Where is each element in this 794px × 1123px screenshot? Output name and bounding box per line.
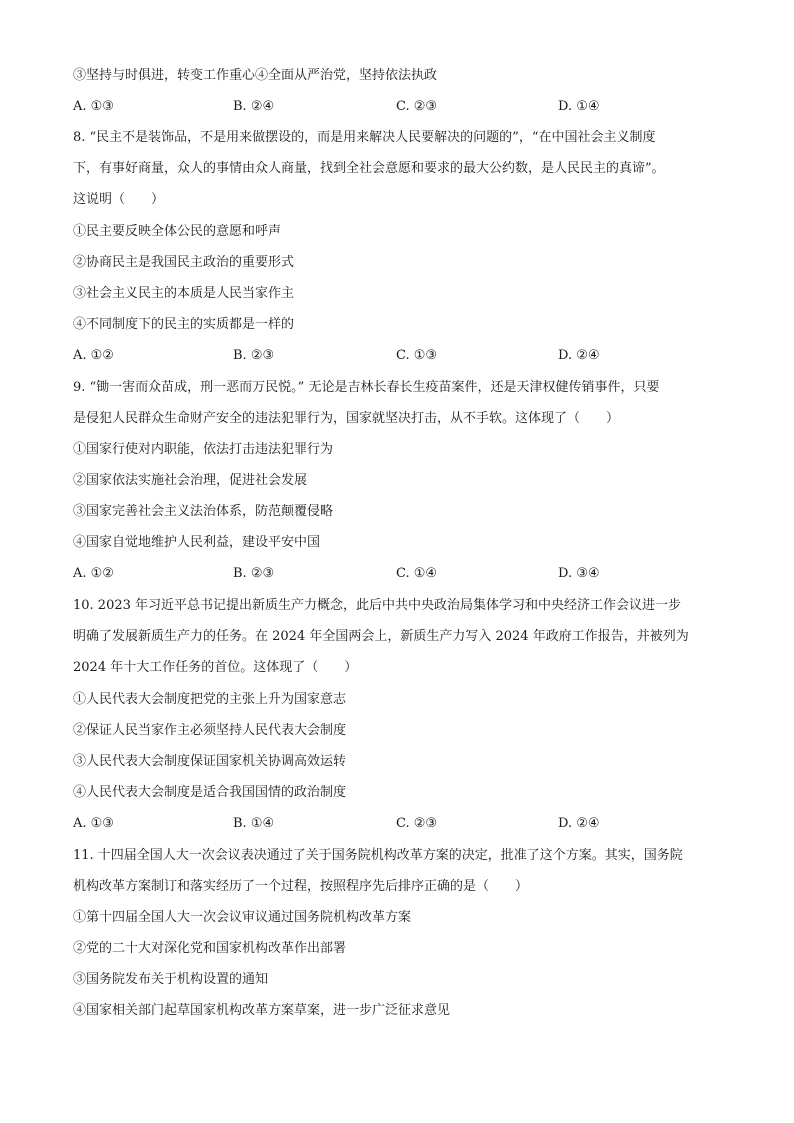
q8-option-a: A. ①② (73, 348, 114, 363)
q9-option-d: D. ③④ (558, 566, 600, 581)
q8-item-1: ①民主要反映全体公民的意愿和呼声 (73, 224, 282, 239)
q9-stem-line-2: 是侵犯人民群众生命财产安全的违法犯罪行为，国家就坚决打击，从不手软。这体现了（ ） (73, 411, 620, 426)
q10-item-1: ①人民代表大会制度把党的主张上升为国家意志 (73, 692, 347, 707)
q10-options (73, 814, 723, 834)
q9-item-2: ②国家依法实施社会治理，促进社会发展 (73, 473, 308, 488)
q9-option-a: A. ①② (73, 566, 114, 581)
q9-option-b: B. ②③ (233, 566, 275, 581)
q8-item-4: ④不同制度下的民主的实质都是一样的 (73, 317, 295, 332)
q8-stem-line-2: 下，有事好商量，众人的事情由众人商量，找到全社会意愿和要求的最大公约数，是人民民主的真谛”。 (73, 161, 665, 176)
q7-option-c: C. ②③ (396, 99, 438, 114)
q11-item-3: ③国务院发布关于机构设置的通知 (73, 972, 269, 987)
q8-options (73, 346, 723, 366)
q10-option-c: C. ②③ (396, 816, 438, 831)
q10-item-4: ④人民代表大会制度是适合我国国情的政治制度 (73, 785, 347, 800)
q8-option-c: C. ①③ (396, 348, 438, 363)
q10-option-d: D. ②④ (558, 816, 600, 831)
q11-item-2: ②党的二十大对深化党和国家机构改革作出部署 (73, 941, 347, 956)
q11-item-1: ①第十四届全国人大一次会议审议通过国务院机构改革方案 (73, 910, 412, 925)
q8-item-3: ③社会主义民主的本质是人民当家作主 (73, 286, 295, 301)
q10-item-3: ③人民代表大会制度保证国家机关协调高效运转 (73, 754, 347, 769)
q7-option-d: D. ①④ (558, 99, 600, 114)
q9-option-c: C. ①④ (396, 566, 438, 581)
q8-option-b: B. ②③ (233, 348, 275, 363)
q10-option-b: B. ①④ (233, 816, 275, 831)
q8-option-d: D. ②④ (558, 348, 600, 363)
q11-item-4: ④国家相关部门起草国家机构改革方案草案，进一步广泛征求意见 (73, 1003, 451, 1018)
q9-item-3: ③国家完善社会主义法治体系，防范颠覆侵略 (73, 504, 334, 519)
q9-options (73, 564, 723, 584)
q11-stem-line-2: 机构改革方案制订和落实经历了一个过程，按照程序先后排序正确的是（ ） (73, 879, 529, 894)
q9-stem-line-1: 9. “锄一害而众苗成，刑一恶而万民悦。” 无论是吉林长春长生疫苗案件，还是天津权健传销事件，只要 (73, 380, 660, 395)
q7-option-b: B. ②④ (233, 99, 275, 114)
q8-stem-line-3: 这说明（ ） (73, 192, 165, 207)
q9-item-1: ①国家行使对内职能，依法打击违法犯罪行为 (73, 442, 334, 457)
q10-stem-line-2: 明确了发展新质生产力的任务。在 2024 年全国两会上，新质生产力写入 2024 年政府工作报告，并被列为 (73, 629, 689, 644)
q7-option-a: A. ①③ (73, 99, 114, 114)
q7-options (73, 97, 723, 117)
q8-item-2: ②协商民主是我国民主政治的重要形式 (73, 255, 295, 270)
q9-item-4: ④国家自觉地维护人民利益，建设平安中国 (73, 535, 321, 550)
q10-stem-line-3: 2024 年十大工作任务的首位。这体现了（ ） (73, 660, 358, 675)
q10-item-2: ②保证人民当家作主必须坚持人民代表大会制度 (73, 723, 347, 738)
q7-item-line: ③坚持与时俱进，转变工作重心④全面从严治党，坚持依法执政 (73, 68, 438, 83)
q10-option-a: A. ①③ (73, 816, 114, 831)
q10-stem-line-1: 10. 2023 年习近平总书记提出新质生产力概念，此后中共中央政治局集体学习和中央经济工作会议进一步 (73, 598, 682, 613)
q11-stem-line-1: 11. 十四届全国人大一次会议表决通过了关于国务院机构改革方案的决定，批准了这个方案。其实，国务院 (73, 848, 683, 863)
q8-stem-line-1: 8. “民主不是装饰品，不是用来做摆设的，而是用来解决人民要解决的问题的”，“在中国社会主义制度 (73, 130, 656, 145)
